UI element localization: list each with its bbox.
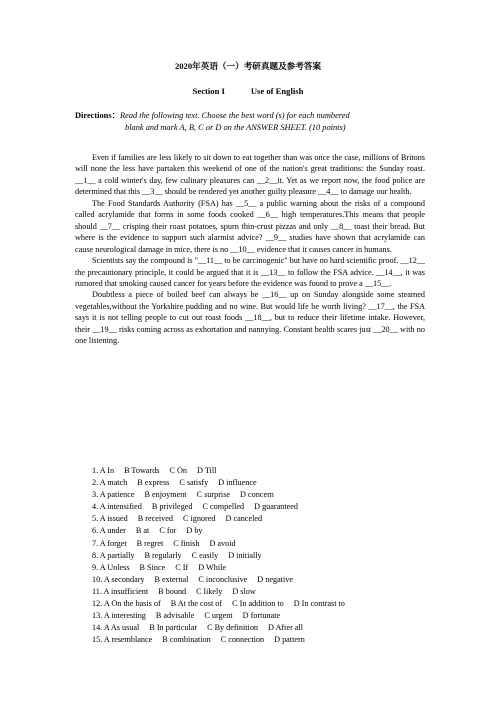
- question-option-a: 14. A As usual: [92, 623, 140, 633]
- option-choice: D influence: [218, 478, 257, 488]
- question-option-a: 9. A Unless: [92, 562, 130, 572]
- option-choice: C On: [169, 466, 188, 475]
- option-choice: C satisfy: [179, 478, 209, 488]
- option-choice: B at: [135, 526, 150, 536]
- option-choice: B privileged: [151, 502, 193, 512]
- directions-label: Directions：: [75, 111, 120, 120]
- option-choice: D by: [186, 526, 203, 536]
- question-option-a: 4. A intensified: [92, 502, 142, 512]
- question-option-a: 12. A On the basis of: [92, 599, 161, 609]
- option-choice: D Till: [197, 466, 217, 475]
- option-choice: B Towards: [124, 466, 160, 475]
- question-option-a: 6. A under: [92, 526, 126, 536]
- question-option-a: 5. A issued: [92, 514, 128, 524]
- paragraph: Scientists say the compound is "__11__ to be carcinogenic" but have no hard scientific proof. __12__ the precautionary principle, it could be argued that it is __13__ to follow the FSA advice. __14__, it was rumored that smoking caused cancer for years before the evidence was found to prove a __15__.: [75, 256, 425, 288]
- option-choice: C connection: [220, 635, 265, 645]
- option-row: [92, 610, 355, 622]
- option-choice: B regularly: [144, 550, 182, 560]
- option-choice: D pattern: [274, 635, 305, 645]
- option-row: [92, 562, 355, 574]
- option-choice: C inconclusive: [198, 574, 248, 584]
- option-choice: C finish: [173, 538, 200, 548]
- option-choice: C By definition: [207, 623, 259, 633]
- option-row: [92, 477, 355, 489]
- option-choice: B In particular: [149, 623, 198, 633]
- option-row: [92, 525, 355, 537]
- question-option-a: 1. A In: [92, 466, 115, 475]
- option-choice: C If: [175, 562, 189, 572]
- option-choice: B combination: [162, 635, 211, 645]
- option-choice: C surprise: [196, 490, 231, 500]
- section-name: Use of English: [250, 86, 304, 96]
- question-option-a: 7. A forget: [92, 538, 127, 548]
- option-choice: D avoid: [209, 538, 236, 548]
- question-option-a: 8. A partially: [92, 550, 135, 560]
- option-row: [92, 513, 355, 525]
- question-option-a: 15. A resemblance: [92, 635, 153, 645]
- paragraph: Doubtless a piece of boiled beef can always be __16__ up on Sunday alongside some steamed vegetables,without the Yorkshire pudding and no wine. But would life be worth living? __17__, the FSA says it is not telling people to cut out roast foods __18__, but to reduce their lifetime intake. However, their __19__ risks coming across as exhortation and nannying. Constant health scares just __20__ with no one listening.: [75, 290, 425, 346]
- option-choice: B regret: [136, 538, 164, 548]
- option-choice: B bound: [158, 586, 187, 596]
- answer-options: [92, 465, 355, 646]
- passage: [75, 152, 425, 347]
- option-choice: C likely: [196, 586, 223, 596]
- directions-line-2: blank and mark A, B, C or D on the ANSWER SHEET. (10 points): [125, 123, 346, 132]
- option-row: [92, 574, 355, 586]
- option-row: [92, 622, 355, 634]
- directions-line-1: Read the following text. Choose the best word (s) for each numbered: [119, 111, 350, 120]
- option-choice: D initially: [228, 550, 262, 560]
- option-choice: D In contrast to: [293, 599, 345, 609]
- option-row: [92, 550, 355, 562]
- option-choice: C ignored: [182, 514, 216, 524]
- option-choice: C easily: [191, 550, 219, 560]
- question-option-a: 2. A match: [92, 478, 128, 488]
- option-choice: B Since: [139, 562, 166, 572]
- paragraph: The Food Standards Authority (FSA) has __5__ a public warning about the risks of a compound called acrylamide that forms in some foods cooked __6__ high temperatures.This means that people should __7__ crisping their roast potatoes, spurn thin-crust pizzas and only __8__ toast their bread. But where is the evidence to support such alarmist advice? __9__ studies have shown that acrylamide can cause neurological damage in mice, there is no __10__ evidence that it causes cancer in humans.: [75, 198, 425, 254]
- option-choice: B external: [154, 574, 189, 584]
- option-choice: D guaranteed: [254, 502, 298, 512]
- option-choice: D negative: [257, 574, 293, 584]
- section-heading: [0, 86, 496, 96]
- option-row: [92, 598, 355, 610]
- option-choice: C In addition to: [232, 599, 284, 609]
- option-choice: B express: [137, 478, 170, 488]
- paragraph: Even if families are less likely to sit down to eat together than was once the case, millions of Britons will none the less have partaken this weekend of one of the nation's great traditions: the Sunday roast. __1__ a cold winter's day, few culinary pleasures can __2__it. Yet as we report now, the food police are determined that this __3__ should be rendered yet another guilty pleasure __4__ to damage our health.: [75, 153, 425, 197]
- option-choice: D fortunate: [242, 611, 281, 621]
- option-choice: C urgent: [204, 611, 233, 621]
- option-row: [92, 465, 355, 477]
- option-choice: B advisable: [155, 611, 195, 621]
- option-choice: D While: [198, 562, 227, 572]
- question-option-a: 10. A secondary: [92, 574, 145, 584]
- option-row: [92, 489, 355, 501]
- option-choice: D canceled: [225, 514, 263, 524]
- option-choice: D slow: [232, 586, 256, 596]
- directions: [75, 110, 425, 134]
- option-choice: B At the cost of: [170, 599, 223, 609]
- option-choice: D After all: [268, 623, 304, 633]
- option-choice: C for: [159, 526, 177, 536]
- page-title: 2020年英语（一）考研真题及参考答案: [174, 61, 322, 71]
- option-row: [92, 586, 355, 598]
- section-label: Section I: [192, 86, 225, 96]
- option-row: [92, 634, 355, 646]
- question-option-a: 3. A patience: [92, 490, 135, 500]
- question-option-a: 11. A insufficient: [92, 586, 149, 596]
- option-choice: C compelled: [202, 502, 245, 512]
- option-choice: B enjoyment: [144, 490, 187, 500]
- option-choice: B received: [137, 514, 173, 524]
- question-option-a: 13. A interesting: [92, 611, 146, 621]
- option-choice: D concern: [240, 490, 274, 500]
- option-row: [92, 538, 355, 550]
- option-row: [92, 501, 355, 513]
